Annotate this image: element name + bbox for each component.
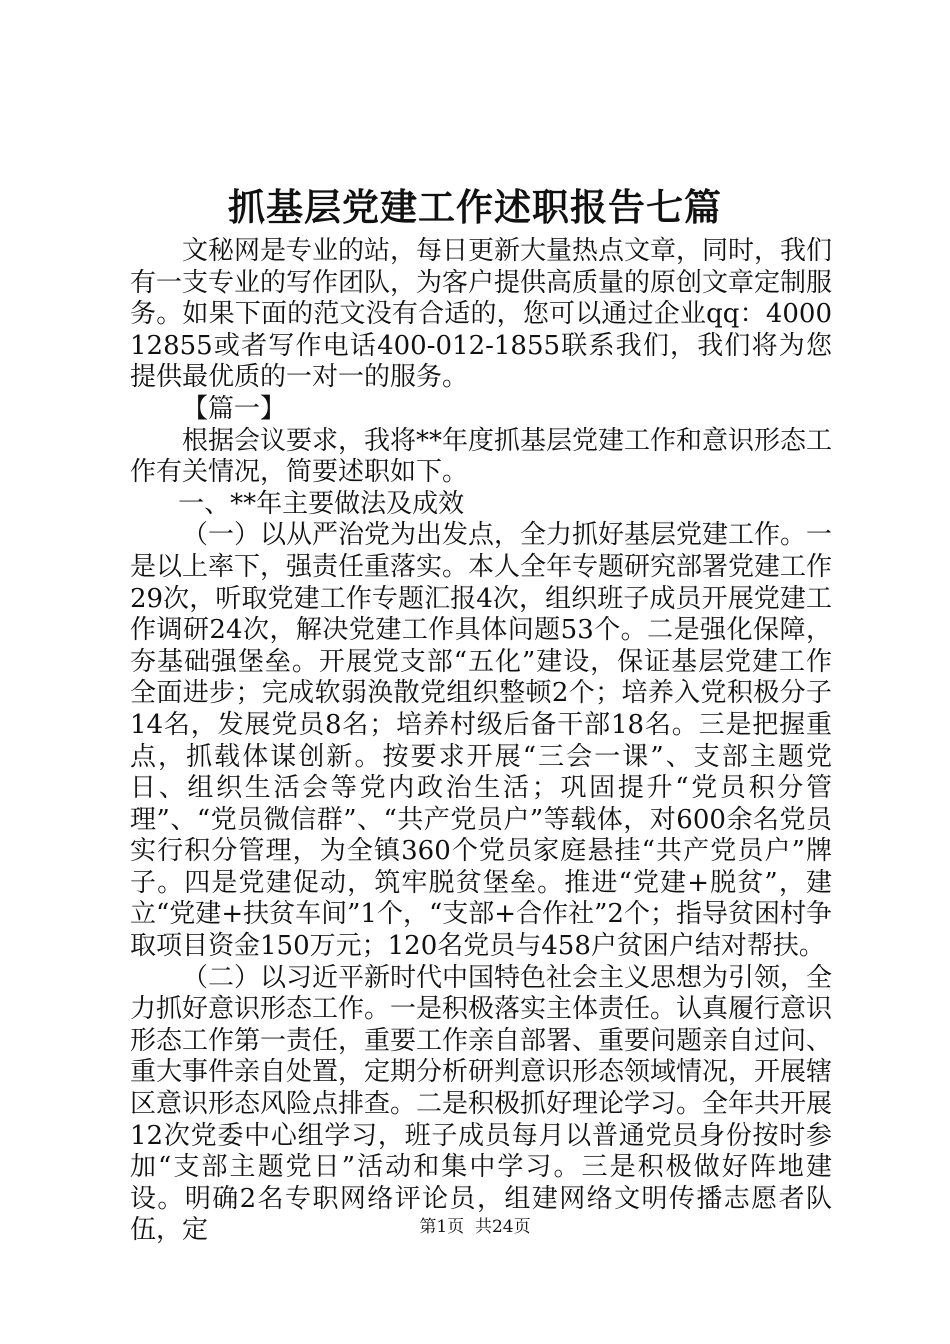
body-paragraph-ideology: （二）以习近平新时代中国特色社会主义思想为引领，全力抓好意识形态工作。一是积极落实主体责任。认真履行意识形态工作第一责任，重要工作亲自部署、重要问题亲自过问、重大事件亲自处置，定期分析研判意识形态领域情况，开展辖区意识形态风险点排查。二是积极抓好理论学习。全年共开展12次党委中心组学习，班子成员每月以普通党员身份按时参加“支部主题党日”活动和集中学习。三是积极做好阵地建设。明确2名专职网络评论员，组建网络文明传播志愿者队伍，定 [130, 962, 833, 1246]
intro-paragraph: 文秘网是专业的站，每日更新大量热点文章，同时，我们有一支专业的写作团队，为客户提供高质量的原创文章定制服务。如果下面的范文没有合适的，您可以通过企业qq：400012855或者写作电话400-012-1855联系我们，我们将为您提供最优质的一对一的服务。 [130, 236, 833, 393]
opening-paragraph: 根据会议要求，我将**年度抓基层党建工作和意识形态工作有关情况，简要述职如下。 [130, 425, 833, 488]
body-paragraph-party-building: （一）以从严治党为出发点，全力抓好基层党建工作。一是以上率下，强责任重落实。本人全年专题研究部署党建工作29次，听取党建工作专题汇报4次，组织班子成员开展党建工作调研24次，解决党建工作具体问题53个。二是强化保障，夯基础强堡垒。开展党支部“五化”建设，保证基层党建工作全面进步；完成软弱涣散党组织整顿2个；培养入党积极分子14名，发展党员8名；培养村级后备干部18名。三是把握重点，抓载体谋创新。按要求开展“三会一课”、支部主题党日、组织生活会等党内政治生活；巩固提升“党员积分管理”、“党员微信群”、“共产党员户”等载体，对600余名党员实行积分管理，为全镇360个党员家庭悬挂“共产党员户”牌子。四是党建促动，筑牢脱贫堡垒。推进“党建+脱贫”，建立“党建+扶贫车间”1个，“支部+合作社”2个；指导贫困村争取项目资金150万元；120名党员与458户贫困户结对帮扶。 [130, 520, 833, 962]
section-label: 【篇一】 [182, 393, 287, 424]
document-body [130, 236, 832, 1247]
page-number-footer: 第1页 共24页 [419, 1217, 531, 1237]
document-title: 抓基层党建工作述职报告七篇 [228, 185, 722, 229]
section-heading: 一、**年主要做法及成效 [178, 488, 465, 519]
